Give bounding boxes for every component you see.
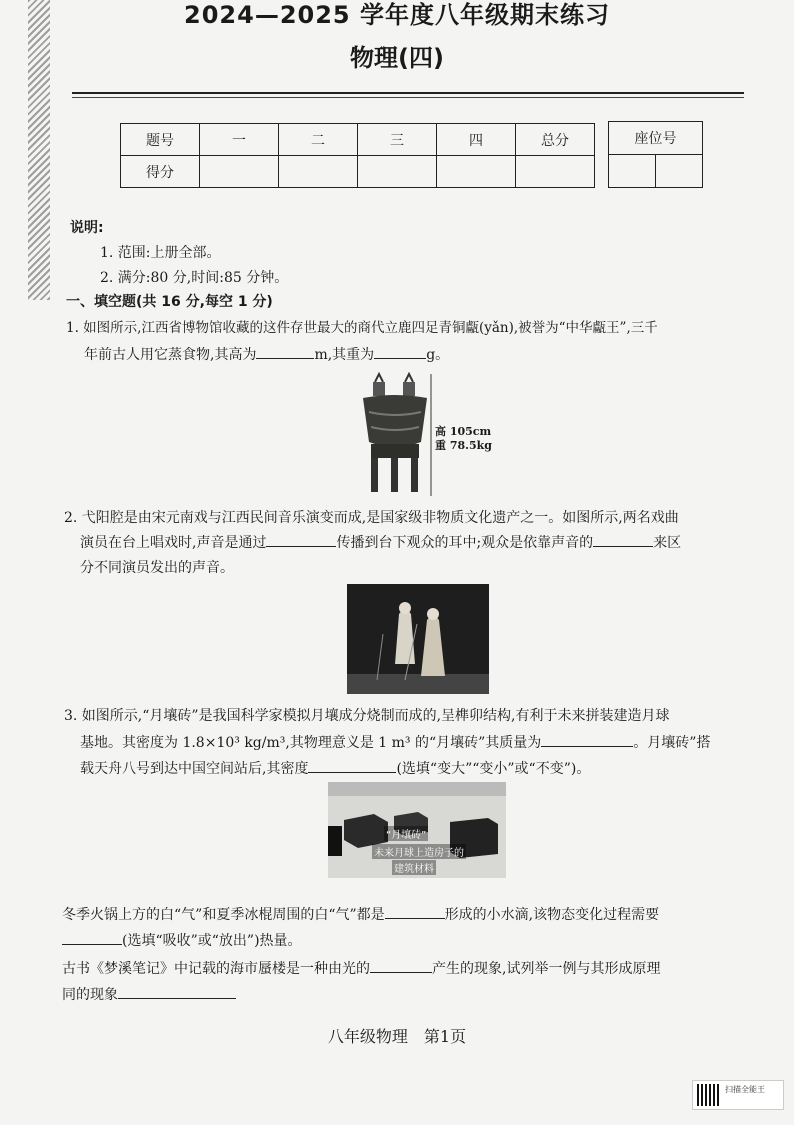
answer-blank[interactable]	[370, 958, 432, 973]
lunar-brick-image	[328, 782, 506, 878]
page-footer: 八年级物理 第1页	[327, 1027, 467, 1046]
score-label: 得分	[121, 156, 200, 188]
score-value-row	[121, 156, 595, 188]
instruction-item: 2. 满分:80 分,时间:85 分钟。	[100, 270, 289, 286]
q3-line1: 3. 如图所示,“月壤砖”是我国科学家模拟月壤成分烧制而成的,呈榫卯结构,有利于未来拼装建造月球	[64, 708, 670, 724]
answer-blank[interactable]	[266, 532, 336, 547]
q1-line1: 1. 如图所示,江西省博物馆收藏的这件存世最大的商代立鹿四足青铜甗(yǎn),被誉为“中华甗王”,三千	[66, 320, 658, 336]
score-header-row	[121, 124, 595, 156]
photo-caption: 未来月球上造房子的	[372, 844, 466, 859]
instructions-heading: 说明:	[70, 220, 104, 236]
q2-line2: 演员在台上唱戏时,声音是通过 传播到台下观众的耳中;观众是依靠声音的 来区	[80, 532, 681, 553]
qr-code-icon	[697, 1084, 719, 1106]
bronze-yan-image	[355, 372, 435, 500]
score-blank	[279, 156, 358, 188]
q2-line3: 分不同演员发出的声音。	[80, 560, 234, 576]
score-cell: 三	[358, 124, 437, 156]
section-title: 一、填空题(共 16 分,每空 1 分)	[66, 294, 273, 310]
answer-blank[interactable]	[256, 344, 314, 359]
q4-line1: 冬季火锅上方的白“气”和夏季冰棍周围的白“气”都是 形成的小水滴,该物态变化过程需要	[62, 904, 659, 925]
seat-label: 座位号	[609, 122, 703, 155]
score-blank	[516, 156, 595, 188]
score-blank	[358, 156, 437, 188]
score-blank	[200, 156, 279, 188]
seat-blank	[656, 155, 703, 188]
q1-line2: 年前古人用它蒸食物,其高为 m,其重为 g。	[84, 344, 449, 365]
answer-blank[interactable]	[541, 732, 633, 747]
header-rule	[72, 92, 744, 94]
answer-blank[interactable]	[385, 904, 445, 919]
subject-title: 物理(四)	[350, 44, 444, 72]
answer-blank[interactable]	[62, 930, 122, 945]
photo-caption: 建筑材料	[392, 860, 436, 875]
q5-line2: 同的现象	[62, 984, 236, 1005]
fig-weight-label: 重 78.5kg	[435, 439, 492, 452]
answer-blank[interactable]	[118, 984, 236, 999]
fig-height-label: 高 105cm	[435, 425, 492, 438]
photo-caption: “月壤砖”	[384, 826, 428, 841]
seat-blank	[609, 155, 656, 188]
opera-stage-image	[347, 584, 489, 694]
scanner-watermark	[692, 1080, 784, 1110]
score-cell: 二	[279, 124, 358, 156]
q4-line2: (选填“吸收”或“放出”)热量。	[62, 930, 302, 951]
answer-blank[interactable]	[374, 344, 426, 359]
score-table	[120, 123, 595, 188]
q3-line3: 载天舟八号到达中国空间站后,其密度 (选填“变大”“变小”或“不变”)。	[80, 758, 590, 779]
q2-line1: 2. 弋阳腔是由宋元南戏与江西民间音乐演变而成,是国家级非物质文化遗产之一。如图所示,两名戏曲	[64, 510, 679, 526]
score-cell: 总分	[516, 124, 595, 156]
answer-blank[interactable]	[308, 758, 396, 773]
watermark-label: 扫描全能王	[725, 1085, 765, 1094]
q3-line2: 基地。其密度为 1.8×10³ kg/m³,其物理意义是 1 m³ 的“月壤砖”其质量为 。月壤砖”搭	[80, 732, 710, 753]
score-cell: 题号	[121, 124, 200, 156]
instruction-item: 1. 范围:上册全部。	[100, 245, 221, 261]
q5-line1: 古书《梦溪笔记》中记载的海市蜃楼是一种由光的 产生的现象,试列举一例与其形成原理	[62, 958, 660, 979]
score-cell: 一	[200, 124, 279, 156]
exam-title: 2024—2025 学年度八年级期末练习	[184, 1, 610, 29]
header-rule-thin	[72, 97, 744, 98]
seat-table	[608, 121, 703, 188]
score-blank	[437, 156, 516, 188]
score-cell: 四	[437, 124, 516, 156]
answer-blank[interactable]	[593, 532, 653, 547]
